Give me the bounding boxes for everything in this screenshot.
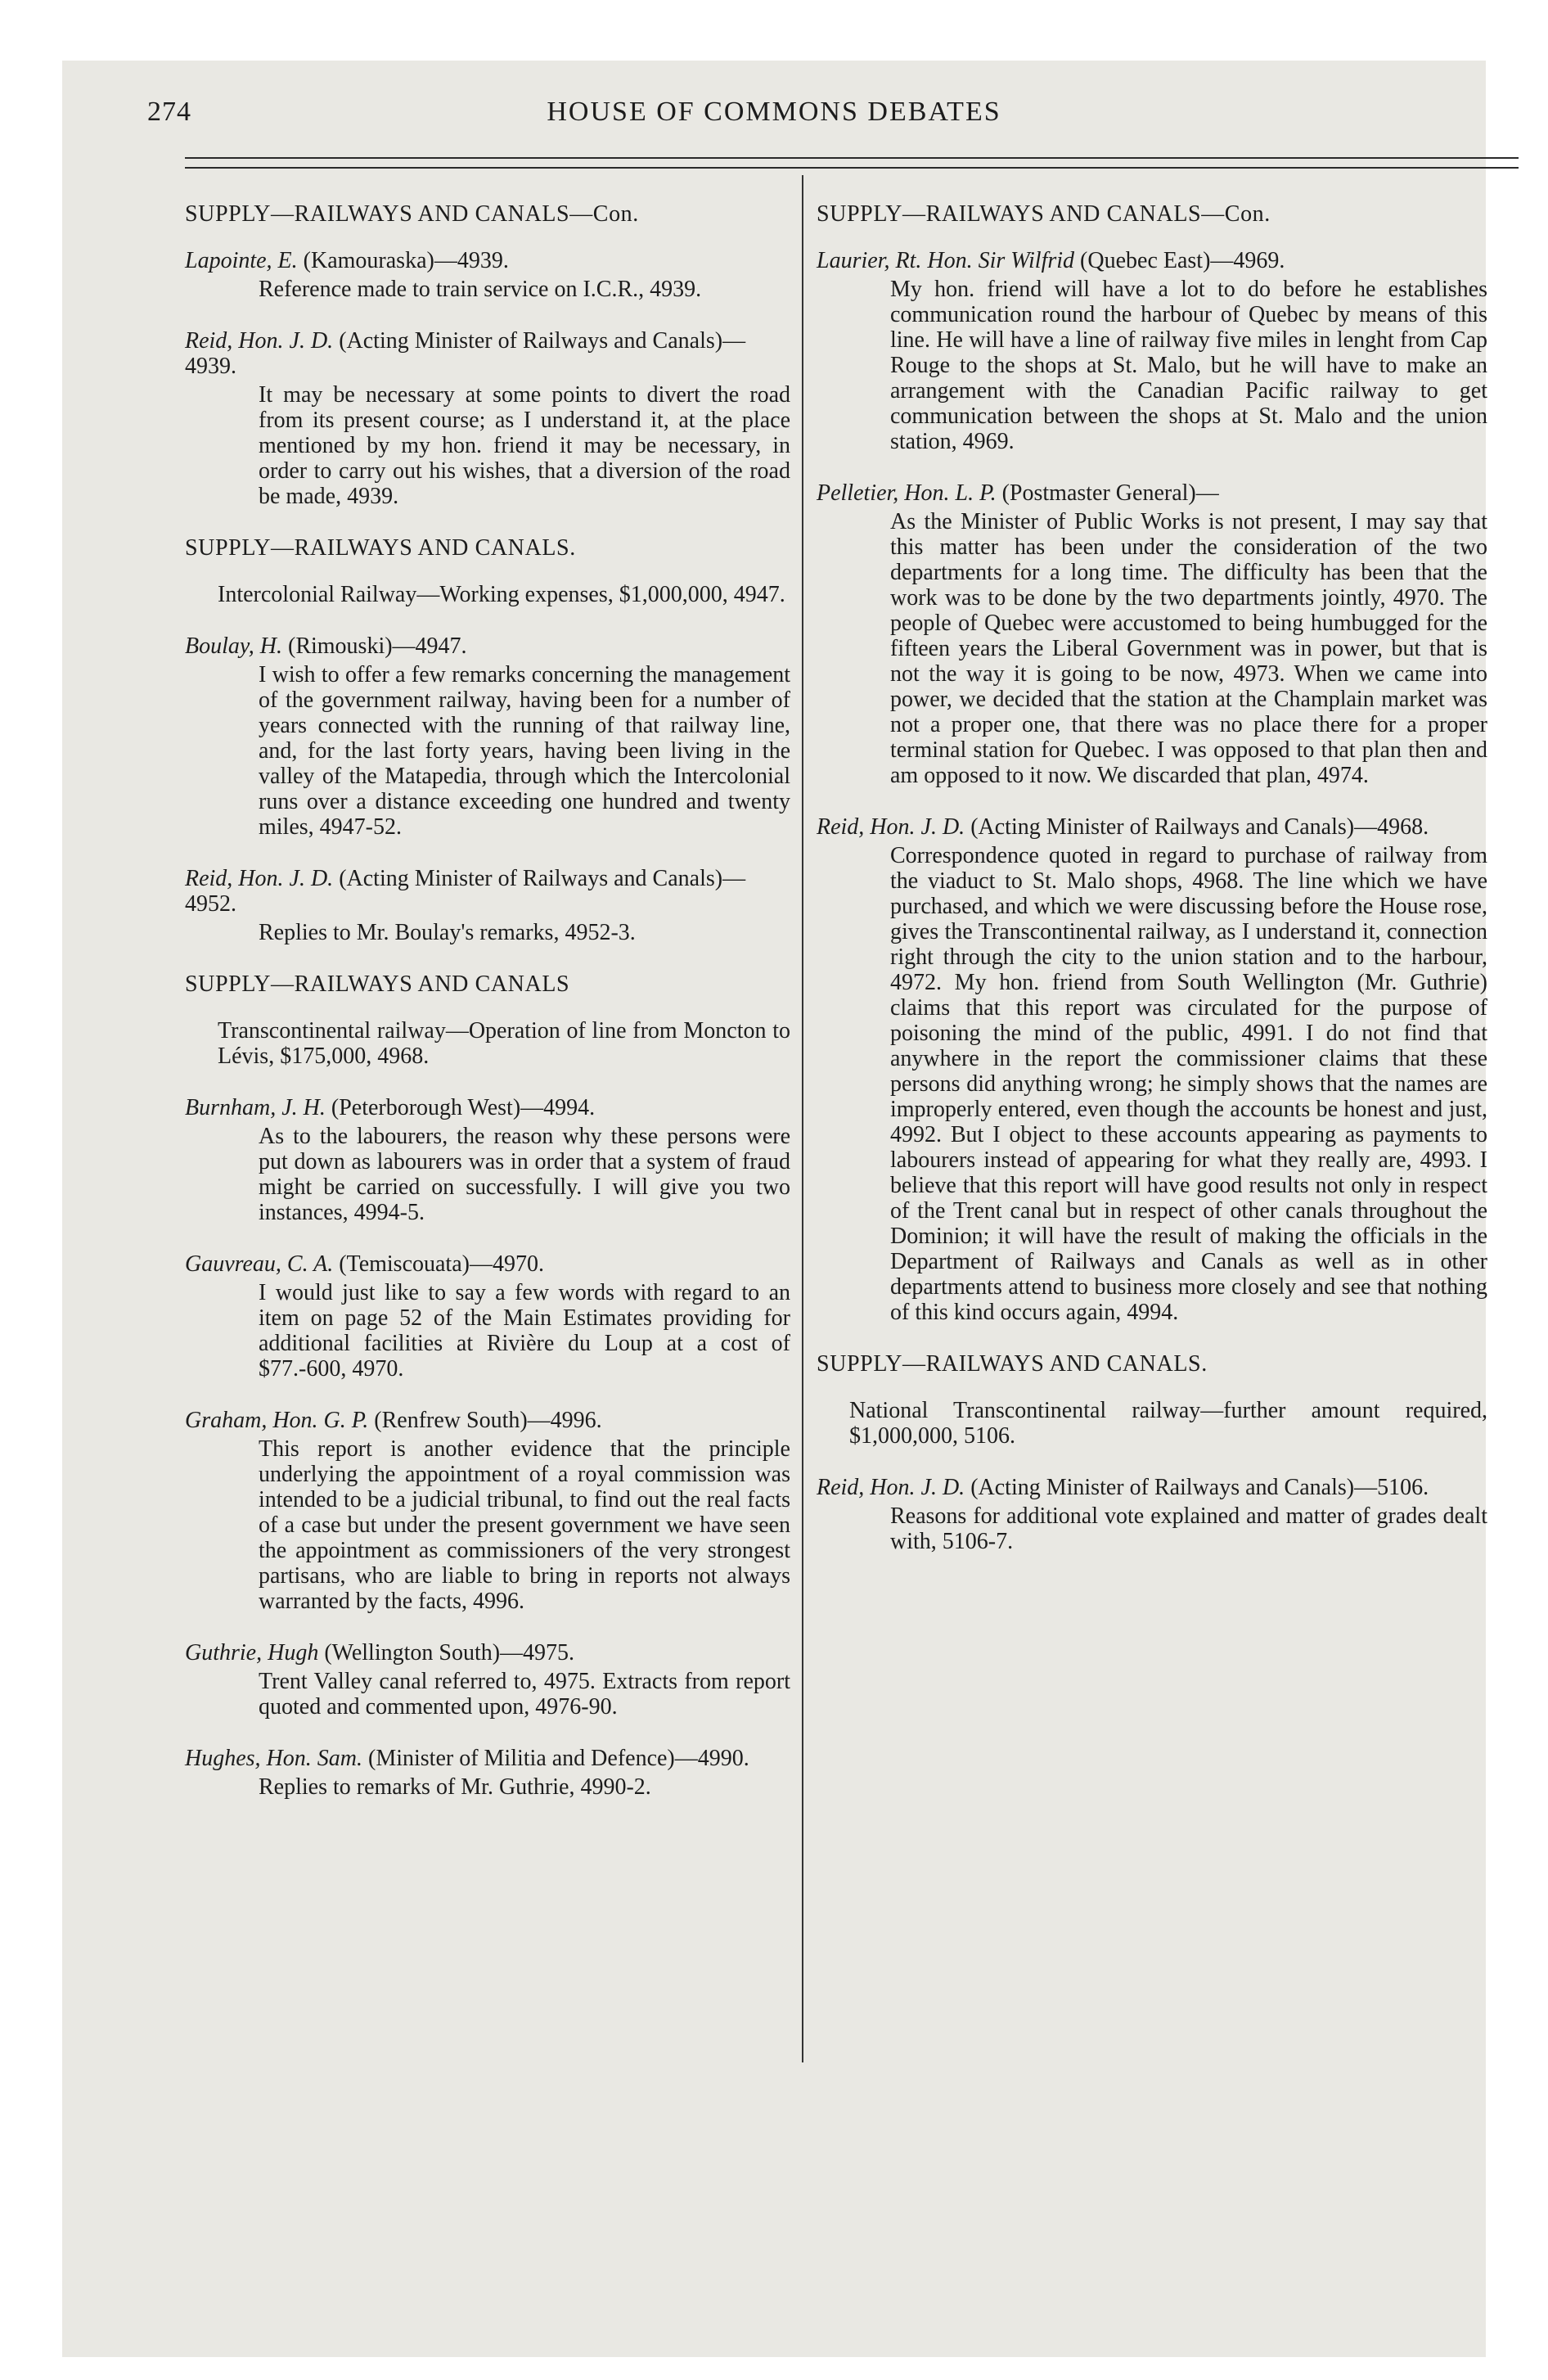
speaker-name: Guthrie, Hugh: [185, 1640, 319, 1666]
entry-text: [237, 1774, 790, 1800]
speaker-line: [185, 1251, 790, 1277]
speaker-line: [817, 480, 1487, 506]
speaker-riding: (Rimouski)—4947.: [282, 633, 467, 659]
speaker-name: Reid, Hon. J. D.: [185, 328, 334, 354]
speaker-riding: (Acting Minister of Railways and Canals)—4939.: [185, 328, 746, 379]
entry-text: [237, 1436, 790, 1614]
speaker-name: Gauvreau, C. A.: [185, 1251, 334, 1277]
entry-paragraph: I would just like to say a few words with regard to an item on page 52 of the Main Estimates providing for additional facilities at Rivière du Loup at a cost of $77.-600, 4970.: [259, 1280, 790, 1382]
speaker-name: Reid, Hon. J. D.: [817, 814, 965, 840]
speaker-riding: (Acting Minister of Railways and Canals)—4952.: [185, 866, 746, 917]
supply-item: Transcontinental railway—Operation of line from Moncton to Lévis, $175,000, 4968.: [218, 1018, 790, 1069]
speaker-riding: (Wellington South)—4975.: [318, 1640, 575, 1666]
entry-text: [237, 662, 790, 840]
document-page: [62, 61, 1486, 2357]
speaker-line: [817, 1475, 1487, 1500]
speaker-line: [185, 328, 790, 379]
entry-text: [237, 920, 790, 945]
entry-paragraph: Correspondence quoted in regard to purchase of railway from the viaduct to St. Malo shops, 4968. The line which we have purchased, and which we were discussing before the House rose, gives the Transcontinental railway, as I understand it, connection right through the city to the union station and to the harbour, 4972. My hon. friend from South Wellington (Mr. Guthrie) claims that this report was circulated for the purpose of poisoning the mind of the public, 4991. I do not find that anywhere in the report the commissioner claims that these persons did anything wrong; he simply shows that the names are improperly entered, even though the accounts be honest and just, 4992. But I object to these accounts appearing as payments to labourers instead of appearing for what they really are, 4993. I believe that this report will have good results not only in respect of the Trent canal but in respect of other canals throughout the Dominion; it will have the result of making the officials in the Department of Railways and Canals as well as in other departments attend to business more closely and see that nothing of this kind occurs again, 4994.: [890, 843, 1487, 1325]
entry-text: [237, 382, 790, 509]
speaker-riding: (Acting Minister of Railways and Canals)—4968.: [965, 814, 1429, 840]
entry-paragraph: Replies to Mr. Boulay's remarks, 4952-3.: [259, 920, 636, 945]
running-title: HOUSE OF COMMONS DEBATES: [547, 97, 1001, 127]
speaker-line: [185, 1746, 790, 1771]
page-header: [62, 97, 1486, 146]
entry-paragraph: Replies to remarks of Mr. Guthrie, 4990-2.: [259, 1774, 651, 1800]
speaker-line: [185, 1408, 790, 1433]
speaker-riding: (Renfrew South)—4996.: [368, 1408, 602, 1433]
entry-paragraph: Reference made to train service on I.C.R., 4939.: [259, 277, 702, 302]
speaker-name: Boulay, H.: [185, 633, 282, 659]
entry-text: [869, 1503, 1487, 1554]
entry-paragraph: Trent Valley canal referred to, 4975. Extracts from report quoted and commented upon, 4976-90.: [259, 1669, 790, 1720]
column-divider: [802, 175, 803, 2062]
speaker-riding: (Quebec East)—4969.: [1074, 248, 1285, 273]
supply-item: Intercolonial Railway—Working expenses, $1,000,000, 4947.: [218, 582, 785, 607]
speaker-name: Reid, Hon. J. D.: [817, 1475, 965, 1500]
speaker-line: [817, 248, 1487, 273]
speaker-name: Burnham, J. H.: [185, 1095, 326, 1120]
entry-paragraph: As the Minister of Public Works is not present, I may say that this matter has been under the consideration of the two departments for a long time. The difficulty has been that the work was to be done by the two departments jointly, 4970. The people of Quebec were accustomed to being humbugged for the fifteen years the Liberal Government was in power, but that is not the way it is going to be now, 4973. When we came into power, we decided that the station at the Champlain market was not a proper one, that there was no place there for a proper terminal station for Quebec. I was opposed to that plan then and am opposed to it now. We discarded that plan, 4974.: [890, 509, 1487, 788]
speaker-line: [185, 866, 790, 917]
entry-text: [869, 843, 1487, 1325]
section-heading: SUPPLY—RAILWAYS AND CANALS.: [185, 535, 576, 561]
speaker-name: Reid, Hon. J. D.: [185, 866, 334, 891]
entry-text: [237, 1124, 790, 1225]
supply-item: National Transcontinental railway—further amount required, $1,000,000, 5106.: [849, 1398, 1487, 1449]
entry-paragraph: Reasons for additional vote explained and matter of grades dealt with, 5106-7.: [890, 1503, 1487, 1554]
left-column: [185, 201, 790, 1826]
section-heading: SUPPLY—RAILWAYS AND CANALS: [185, 971, 570, 997]
speaker-name: Pelletier, Hon. L. P.: [817, 480, 997, 506]
speaker-riding: (Peterborough West)—4994.: [325, 1095, 596, 1120]
speaker-riding: (Postmaster General)—: [996, 480, 1219, 506]
speaker-line: [185, 248, 790, 273]
entry-text: [869, 277, 1487, 454]
entry-paragraph: As to the labourers, the reason why these persons were put down as labourers was in order that a system of fraud might be carried on successfully. I will give you two instances, 4994-5.: [259, 1124, 790, 1225]
speaker-line: [817, 814, 1487, 840]
section-heading: SUPPLY—RAILWAYS AND CANALS.: [817, 1351, 1208, 1377]
speaker-name: Laurier, Rt. Hon. Sir Wilfrid: [817, 248, 1075, 273]
header-rule: [185, 157, 1519, 169]
speaker-riding: (Temiscouata)—4970.: [333, 1251, 544, 1277]
speaker-line: [185, 1095, 790, 1120]
speaker-riding: (Minister of Militia and Defence)—4990.: [362, 1746, 749, 1771]
entry-text: [237, 1669, 790, 1720]
entry-paragraph: My hon. friend will have a lot to do before he establishes communication round the harbour of Quebec by means of this line. He will have a line of railway five miles in lenght from Cap Rouge to the shops at St. Malo, but he will have to make an arrangement with the Canadian Pacific railway to get communication between the shops at St. Malo and the union station, 4969.: [890, 277, 1487, 454]
speaker-name: Graham, Hon. G. P.: [185, 1408, 369, 1433]
page-number: 274: [147, 97, 191, 127]
entry-text: [237, 277, 790, 302]
speaker-name: Hughes, Hon. Sam.: [185, 1746, 362, 1771]
entry-paragraph: It may be necessary at some points to divert the road from its present course; as I understand it, at the place mentioned by my hon. friend it may be necessary, in order to carry out his wishes, that a diversion of the road be made, 4939.: [259, 382, 790, 509]
speaker-name: Lapointe, E.: [185, 248, 298, 273]
entry-text: [869, 509, 1487, 788]
speaker-line: [185, 1640, 790, 1666]
section-heading: SUPPLY—RAILWAYS AND CANALS—Con.: [817, 201, 1271, 227]
entry-paragraph: I wish to offer a few remarks concerning the management of the government railway, having been for a number of years connected with the running of that railway line, and, for the last forty years, having been living in the valley of the Matapedia, through which the Intercolonial runs over a distance exceeding one hundred and twenty miles, 4947-52.: [259, 662, 790, 840]
right-column: [817, 201, 1487, 1580]
speaker-riding: (Acting Minister of Railways and Canals)—5106.: [965, 1475, 1429, 1500]
speaker-line: [185, 633, 790, 659]
entry-text: [237, 1280, 790, 1382]
section-heading: SUPPLY—RAILWAYS AND CANALS—Con.: [185, 201, 639, 227]
speaker-riding: (Kamouraska)—4939.: [297, 248, 509, 273]
entry-paragraph: This report is another evidence that the principle underlying the appointment of a royal commission was intended to be a judicial tribunal, to find out the real facts of a case but under the present government we have seen the appointment as commissioners of the very strongest partisans, who are liable to bring in reports not always warranted by the facts, 4996.: [259, 1436, 790, 1614]
